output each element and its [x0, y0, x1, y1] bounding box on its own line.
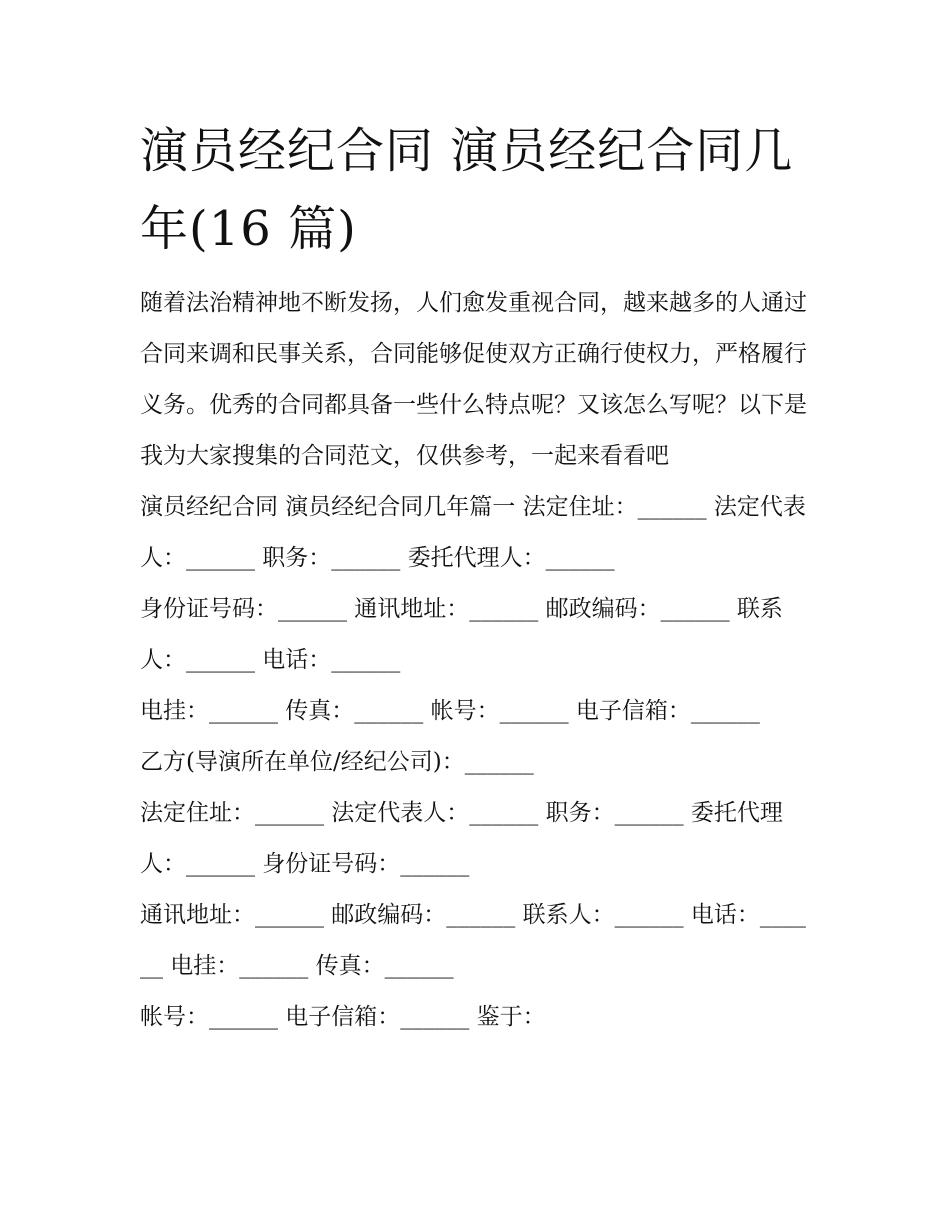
- party-a-contact-paragraph: 电挂：______ 传真：______ 帐号：______ 电子信箱：______: [140, 698, 760, 724]
- party-b-account-paragraph: 帐号：______ 电子信箱：______ 鉴于：: [140, 1004, 546, 1030]
- intro-paragraph: 随着法治精神地不断发扬，人们愈发重视合同，越来越多的人通过合同来调和民事关系，合同能够促使双方正确行使权力，严格履行义务。优秀的合同都具备一些什么特点呢？又该怎么写呢？以下是我为大家搜集的合同范文，仅供参考，一起来看看吧: [140, 290, 807, 469]
- document-page: [140, 112, 812, 1043]
- party-a-address-paragraph: 演员经纪合同 演员经纪合同几年篇一 法定住址：______ 法定代表人：______ 职务：______ 委托代理人：______: [140, 494, 806, 571]
- document-title: 演员经纪合同 演员经纪合同几年(16 篇): [140, 123, 794, 257]
- party-a-id-paragraph: 身份证号码：______ 通讯地址：______ 邮政编码：______ 联系人：______ 电话：______: [140, 596, 783, 673]
- party-b-address-paragraph: 法定住址：______ 法定代表人：______ 职务：______ 委托代理人：______ 身份证号码：______: [140, 800, 783, 877]
- party-b-contact-paragraph: 通讯地址：______ 邮政编码：______ 联系人：______ 电话：______ 电挂：______ 传真：______: [140, 902, 806, 979]
- party-b-heading-paragraph: 乙方(导演所在单位/经纪公司)：______: [140, 749, 534, 775]
